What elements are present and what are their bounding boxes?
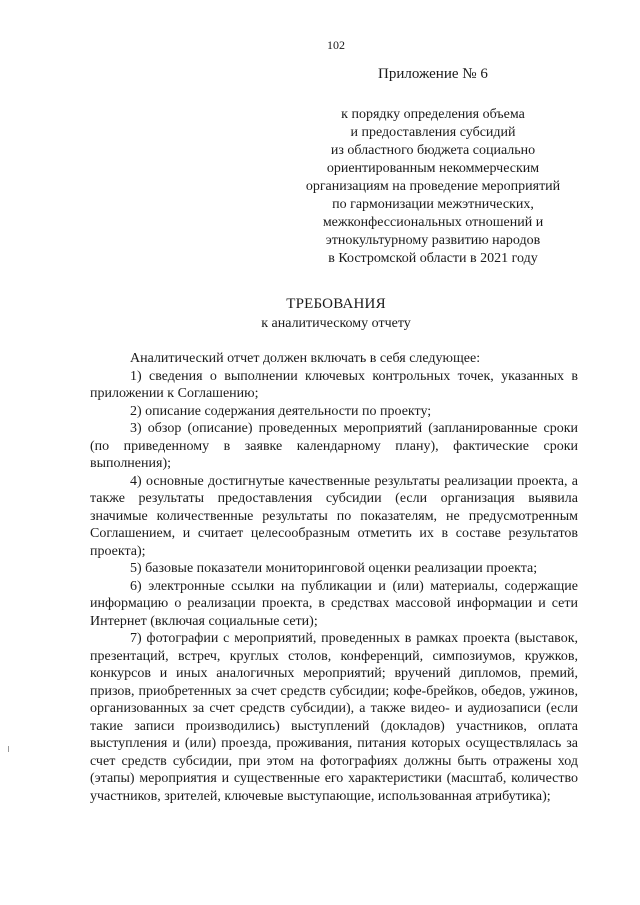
appendix-subtitle-line: и предоставления субсидий (350, 125, 516, 140)
list-item: 6) электронные ссылки на публикации и (или) материалы, содержащие информацию о реализации проекта, в средствах массовой информации и сети Интернет (включая социальные сети); (90, 578, 578, 629)
list-item: 2) описание содержания деятельности по проекту; (130, 403, 432, 419)
intro-paragraph: Аналитический отчет должен включать в себя следующее: (130, 351, 481, 366)
appendix-subtitle-line: по гармонизации межэтнических, (332, 197, 534, 212)
appendix-subtitle (278, 106, 588, 268)
appendix-subtitle-line: к порядку определения объема (341, 107, 525, 122)
appendix-subtitle-line: ориентированным некоммерческим (326, 161, 540, 176)
list-item: 7) фотографии с мероприятий, проведенных в рамках проекта (выставок, презентаций, встреч, круглых столов, конференций, симпозиумов, кружков, конкурсов и иных аналогичных мероприятий; вручений дипломов, премий, призов, приобретенных за счет средств субсидии; кофе-брейков, обедов, ужинов, организованных за счет средств субсидии), а также видео- и аудиозаписи (если такие записи производились) выступлений (докладов) участников, оплата выступления и (или) проезда, проживания, питания которых осуществлялась за счет средств субсидии, при этом на фотографиях должны быть отражены ход (этапы) мероприятия и существенные его характеристики (масштаб, количество участников, зрителей, ключевые выступающие, использованная атрибутика); (90, 631, 578, 804)
appendix-subtitle-line: из областного бюджета социально (330, 143, 536, 158)
appendix-subtitle-line: межконфессиональных отношений и (322, 215, 544, 230)
list-item: 1) сведения о выполнении ключевых контрольных точек, указанных в приложении к Соглашению; (90, 368, 578, 401)
page-number: 102 (327, 38, 345, 52)
list-item: 5) базовые показатели мониторинговой оценки реализации проекта; (130, 561, 538, 576)
document-body (90, 350, 578, 805)
appendix-subtitle-line: этнокультурному развитию народов (325, 233, 541, 248)
scan-artifact (8, 746, 9, 752)
appendix-subtitle-line: организациям на проведение мероприятий (305, 179, 561, 194)
document-subheading: к аналитическому отчету (261, 316, 411, 331)
appendix-title: Приложение № 6 (378, 66, 488, 82)
document-heading: ТРЕБОВАНИЯ (286, 296, 386, 312)
list-item: 4) основные достигнутые качественные результаты реализации проекта, а также результаты предоставления субсидии (если организация выявила значимые количественные результаты по показателям, не предусмотренным Соглашением, и считает целесообразным отметить их в составе результатов проекта); (90, 473, 578, 559)
list-item: 3) обзор (описание) проведенных мероприятий (запланированные сроки (по приведенному в заявке календарному плану), фактические сроки выполнения); (90, 421, 578, 471)
appendix-subtitle-line: в Костромской области в 2021 году (328, 251, 538, 266)
